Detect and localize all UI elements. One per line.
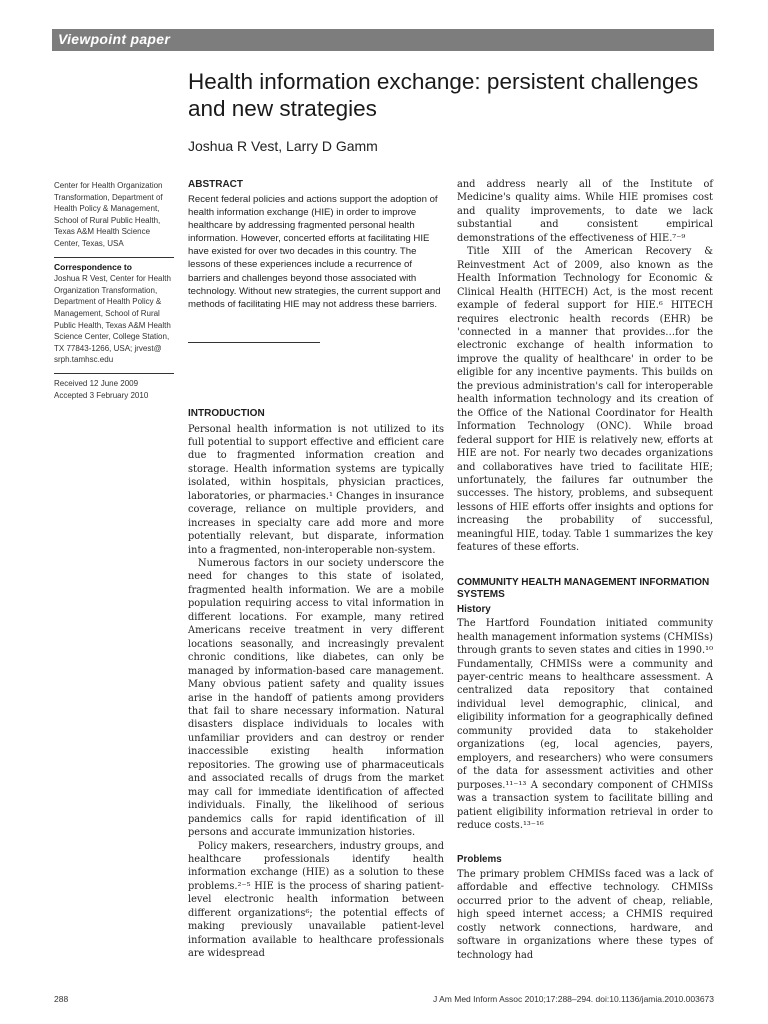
history-heading: History — [457, 603, 491, 615]
sidebar-divider — [54, 257, 174, 258]
abstract-heading: ABSTRACT — [188, 179, 243, 190]
paragraph: Title XIII of the American Recovery & Reinvestment Act of 2009, also known as the Health Information Technology for Economic & Clinical Health (HITECH) Act, is the most recent example of federal support for HIE.⁶ HITECH requires electronic health records (EHR) be 'connected in a manner that provides…for the electronic exchange of health information to improve the quality of healthcare' in order to be eligible for any incentive payments. This builds on the previous administration's call for interoperable health information technology and its creation of the Office of the National Coordinator for Health Information Technology (ONC). While broad federal support for HIE is relatively new, efforts at HIE are not. For nearly two decades organizations and collaboratives have tried to facilitate HIE; unfortunately, the failures far outnumber the successes. The history, problems, and subsequent lessons of HIE efforts offer insights and options for increasing the probability of successful, meaningful HIE, today. Table 1 summarizes the key features of these efforts. — [457, 246, 713, 554]
affiliation: Center for Health Organization Transformation, Department of Health Policy & Management, School of Rural Public Health, Texas A&M Health Science Center, Texas, USA — [54, 181, 163, 248]
paragraph: and address nearly all of the Institute of Medicine's quality aims. While HIE promises cost and quality improvements, to date we lack substantial and consistent empirical demonstrations of the effectiveness of HIE.⁷⁻⁹ — [457, 179, 713, 244]
chmis-heading: COMMUNITY HEALTH MANAGEMENT INFORMATION SYSTEMS — [457, 576, 710, 601]
sidebar-divider — [54, 373, 174, 374]
correspondence — [54, 262, 176, 366]
body-column-left — [188, 408, 444, 961]
author-list: Joshua R Vest, Larry D Gamm — [188, 138, 378, 154]
correspondence-label: Correspondence to — [54, 261, 132, 272]
introduction-heading: INTRODUCTION — [188, 408, 265, 419]
paragraph: Numerous factors in our society underscore the need for changes to this state of isolated, fragmented health information. We are a mobile population requiring access to vital information in different locations. For example, many retired Americans receive treatment in very different locations seasonally, and increasingly prevalent chronic conditions, like diabetes, can only be managed by information-based care management. Many obvious patient safety and quality issues arise in the handoff of patients among providers that fail to share necessary information. Natural disasters displace individuals to locales with unfamiliar providers and can destroy or render inaccessible existing health information repositories. The growing use of pharmaceuticals and associated recalls of drugs from the market may call for immediate identification of affected individuals. Finally, the likelihood of serious pandemics calls for rapid identification of ill persons and accurate immunization histories. — [188, 558, 444, 839]
abstract-divider — [188, 342, 320, 343]
section-label: Viewpoint paper — [58, 31, 171, 47]
article-title: Health information exchange: persistent challenges and new strategies — [188, 69, 699, 121]
page-number: 288 — [54, 994, 69, 1004]
paragraph: The primary problem CHMISs faced was a lack of affordable and effective technology. CHMISs occurred prior to the advent of cheap, reliable, high speed internet access; a CHMIS required costly network connections, hardware, and software in organizations where these types of technology had — [457, 868, 713, 961]
received-date: Received 12 June 2009 — [54, 378, 139, 388]
journal-citation: J Am Med Inform Assoc 2010;17:288–294. doi:10.1136/jamia.2010.003673 — [432, 994, 714, 1004]
paragraph: Personal health information is not utilized to its full potential to support effective and efficient care due to fragmented information creation and storage. Health information systems are typically isolated, within hospitals, physician practices, laboratories, or pharmacies.¹ Changes in insurance coverage, reliance on multiple providers, and increases in specialty care add more and more potentially relevant, but disparate, information into a fragmented, non-interoperable non-system. — [188, 423, 444, 556]
paragraph: Policy makers, researchers, industry groups, and healthcare professionals identify health information exchange (HIE) as a solution to these problems.²⁻⁵ HIE is the process of sharing patient-level electronic health information between different organizations⁶; the potential effects of making previously unavailable patient-level information available to healthcare professionals are widespread — [188, 840, 444, 960]
accepted-date: Accepted 3 February 2010 — [54, 390, 149, 400]
abstract-text: Recent federal policies and actions support the adoption of health information exchange (HIE) in order to improve healthcare by addressing fragmented personal health information. However, concerted efforts at facilitating HIE have existed for over two decades in this country. The lessons of these experiences include a recurrence of barriers and challenges beyond those associated with technology. Without new strategies, the current support and methods of facilitating HIE may not address these barriers. — [188, 194, 441, 310]
paragraph: The Hartford Foundation initiated community health management information systems (CHMISs) through grants to seven states and cities in 1990.¹⁰ Fundamentally, CHMISs were a community and payer-centric means to healthcare assessment. A centralized data repository that contained individual level demographic, clinical, and eligibility information for a geographically defined community provided data to stakeholder organizations (eg, local agencies, payers, employers, and researchers) who were consumers of the data for assessment activities and other purposes.¹¹⁻¹³ A secondary component of CHMISs was a transaction system to facilitate billing and patient eligibility information retrieval in order to reduce costs.¹³⁻¹⁶ — [457, 618, 713, 831]
problems-heading: Problems — [457, 854, 502, 866]
abstract — [188, 179, 442, 311]
body-column-right — [457, 178, 713, 962]
article-sidebar — [54, 180, 176, 401]
section-banner — [52, 29, 714, 51]
section-spacer — [457, 555, 713, 577]
correspondence-text: Joshua R Vest, Center for Health Organization Transformation, Department of Health Policy & Management, School of Rural Public Health, Texas A&M Health Science Center, College Station, TX 77843-1266, USA; jrvest@ srph.tamhsc.edu — [54, 274, 171, 365]
section-spacer — [457, 832, 713, 854]
